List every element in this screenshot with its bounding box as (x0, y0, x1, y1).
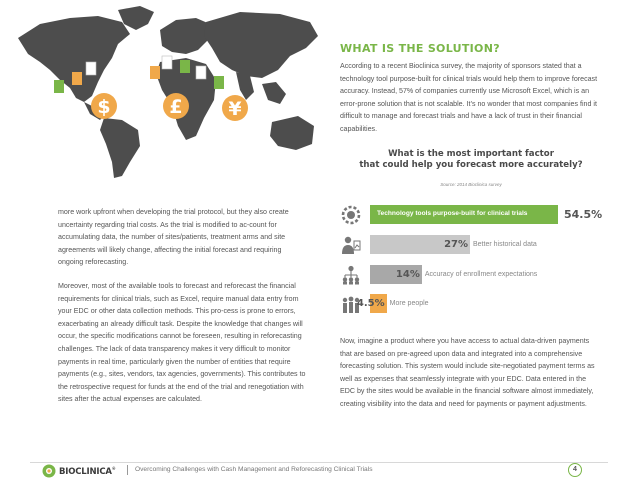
value-label-2: 14% (395, 269, 420, 280)
solution-section (340, 42, 600, 136)
map-south-america (100, 118, 140, 178)
world-map-currency-graphic (0, 0, 320, 180)
category-label-0: Technology tools purpose-built for clinical trials (377, 210, 528, 217)
value-label-3: 4.5% (356, 298, 385, 309)
solution-closing (340, 335, 602, 411)
category-label-1: Better historical data (473, 241, 537, 248)
chart-source: Source: 2014 Bioclinica survey (440, 182, 502, 187)
chart-title-line-2: that could help you forecast more accurately? (359, 160, 583, 170)
gear-head-icon (341, 205, 361, 225)
org-chart-icon (341, 265, 361, 285)
value-label-1: 27% (444, 239, 468, 250)
left-paragraph-2: Moreover, most of the available tools to forecast and reforecast the financial requirements for clinical trials, such as Excel, require manual data entry from your EDC or other data collection methods. This pro-cess is prone to errors, exacerbating an already difficult task. Despite the knowledge that changes will occur, the specific modifications cannot be foreseen, resulting in reforecasting challenges. The lack of data transparency makes it very difficult to monitor payments in real time, particularly given the number of entities that require payments (e.g., sites, vendors, tax agencies, governments). This contributes to the retrospective request for funds at the end of the trial and renegotiation with sites after the actual expenses are calculated. (58, 281, 306, 404)
map-australia (270, 116, 314, 150)
map-asia (204, 12, 318, 78)
pound-coin-icon (163, 93, 189, 119)
left-paragraph-1: more work upfront when developing the trial protocol, but they also create uncertainty regarding trial costs. As the trial is modified to ac-count for accumulating data, the number of sites/patients, treatment arms and site agreements will likely change, affecting the initial forecast and requiring ongoing reforecasting. (58, 208, 289, 267)
category-label-3: More people (389, 300, 429, 307)
svg-text:$: $ (97, 96, 111, 118)
map-europe (160, 18, 210, 54)
svg-text:£: £ (169, 96, 183, 118)
bioclinica-logo (42, 464, 116, 478)
footer-separator (127, 465, 128, 475)
person-chart-icon (341, 235, 361, 255)
chart-title (340, 149, 602, 171)
map-north-america (18, 16, 130, 102)
category-label-2: Accuracy of enrollment expectations (424, 271, 538, 278)
logo-wordmark: BIOCLINICA® (59, 465, 116, 477)
footer-title: Overcoming Challenges with Cash Management and Reforecasting Clinical Trials (135, 466, 373, 473)
solution-intro: According to a recent Bioclinica survey, the majority of sponsors stated that a technology tool purpose-built for clinical trials would help them to improve forecast accuracy. Instead, 57% of companies currently use Microsoft Excel, which is an error-prone solution that is not scalable. It’s no wonder that most companies find it difficult to manage and forecast trials and have a lack of trust in their financial capabilities. (340, 62, 598, 133)
left-column (58, 206, 308, 417)
bioclinica-logo-icon (42, 464, 56, 478)
page-number: 4 (568, 463, 582, 477)
footer-rule (30, 462, 608, 463)
yen-coin-icon (222, 95, 248, 121)
svg-text:¥: ¥ (228, 98, 242, 120)
value-label-0: 54.5% (564, 208, 603, 221)
closing-paragraph: Now, imagine a product where you have access to actual data-driven payments that are based on pre-agreed upon data and integrated into a comprehensive forecasting solution. This system would include site-negotiated payment terms as well as expenses that seamlessly integrate with your EDC. Data entered in the EDC by the sites would be available in the financial software almost immediately, creating visibility into the data and need for payments or payment adjustments. (340, 337, 595, 408)
chart-title-line-1: What is the most important factor (388, 149, 554, 159)
dollar-coin-icon (91, 93, 117, 119)
section-heading: WHAT IS THE SOLUTION? (340, 42, 500, 55)
